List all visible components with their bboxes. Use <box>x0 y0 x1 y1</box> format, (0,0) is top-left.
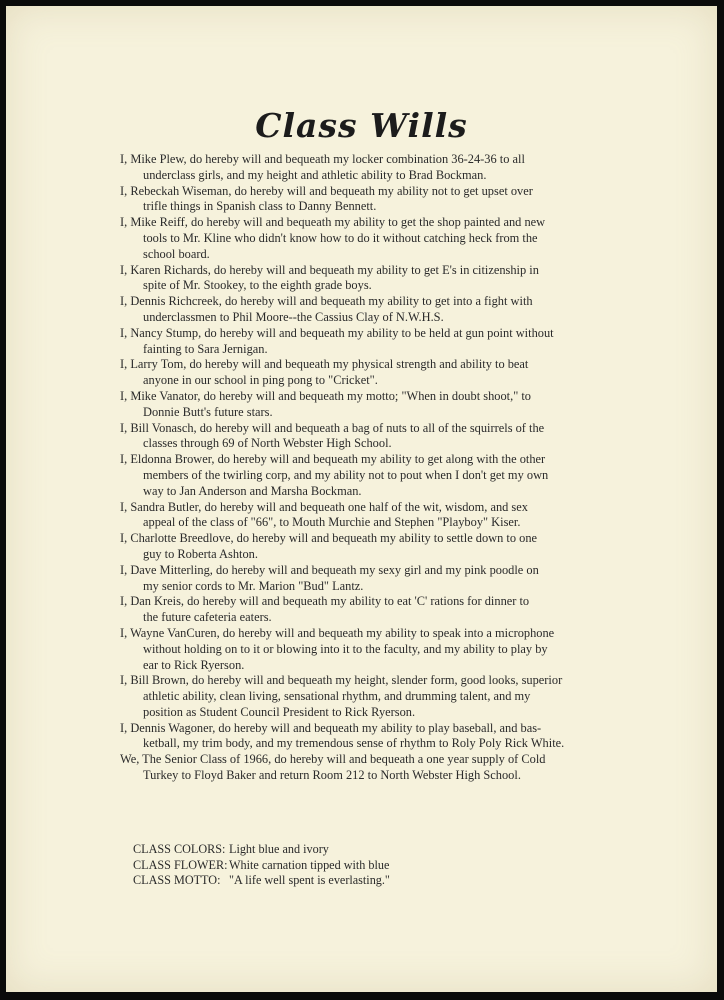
will-entry <box>120 152 620 184</box>
will-line: classes through 69 of North Webster High School. <box>143 436 392 451</box>
will-entry <box>120 263 620 295</box>
class-info-row <box>133 842 390 858</box>
will-line: school board. <box>143 246 210 261</box>
will-line: my senior cords to Mr. Marion "Bud" Lantz. <box>143 578 364 593</box>
will-line: I, Charlotte Breedlove, do hereby will and bequeath my ability to settle down to one <box>120 531 538 546</box>
will-line: I, Dennis Richcreek, do hereby will and bequeath my ability to get into a fight with <box>120 294 533 309</box>
will-entry <box>120 294 620 326</box>
class-info-label: CLASS MOTTO: <box>133 873 221 887</box>
page-title: Class Wills <box>255 106 468 145</box>
will-line: anyone in our school in ping pong to "Cricket". <box>143 373 378 388</box>
will-line: I, Dan Kreis, do hereby will and bequeath my ability to eat 'C' rations for dinner to <box>120 594 530 609</box>
will-line: I, Mike Reiff, do hereby will and bequeath my ability to get the shop painted and new <box>120 215 546 230</box>
will-line: trifle things in Spanish class to Danny Bennett. <box>143 199 377 214</box>
will-line: I, Larry Tom, do hereby will and bequeath my physical strength and ability to beat <box>120 357 529 372</box>
will-line: spite of Mr. Stookey, to the eighth grade boys. <box>143 278 372 293</box>
will-line: I, Rebeckah Wiseman, do hereby will and bequeath my ability not to get upset over <box>120 183 533 198</box>
will-line: athletic ability, clean living, sensational rhythm, and drumming talent, and my <box>143 689 531 704</box>
will-line: fainting to Sara Jernigan. <box>143 341 268 356</box>
class-info-label: CLASS FLOWER: <box>133 857 228 872</box>
will-line: ear to Rick Ryerson. <box>143 657 245 672</box>
class-info-value: "A life well spent is everlasting." <box>229 873 390 887</box>
will-line: I, Mike Plew, do hereby will and bequeath my locker combination 36-24-36 to all <box>120 152 525 166</box>
will-line: I, Sandra Butler, do hereby will and bequeath one half of the wit, wisdom, and sex <box>120 499 528 514</box>
class-info-row <box>133 858 390 874</box>
will-line: guy to Roberta Ashton. <box>143 546 258 561</box>
will-line: I, Karen Richards, do hereby will and bequeath my ability to get E's in citizenship in <box>120 262 539 277</box>
will-line: I, Eldonna Brower, do hereby will and bequeath my ability to get along with the other <box>120 452 546 467</box>
will-entry <box>120 752 620 784</box>
class-info-value: Light blue and ivory <box>229 842 329 856</box>
will-entry <box>120 357 620 389</box>
will-entry <box>120 184 620 216</box>
class-info <box>133 842 390 889</box>
will-line: We, The Senior Class of 1966, do hereby will and bequeath a one year supply of Cold <box>120 752 546 767</box>
will-line: I, Wayne VanCuren, do hereby will and bequeath my ability to speak into a microphone <box>120 625 555 640</box>
will-entry <box>120 563 620 595</box>
yearbook-page <box>6 6 717 992</box>
will-entry <box>120 500 620 532</box>
will-line: Donnie Butt's future stars. <box>143 404 273 419</box>
will-entry <box>120 326 620 358</box>
wills-list <box>120 152 620 784</box>
will-line: I, Dave Mitterling, do hereby will and bequeath my sexy girl and my pink poodle on <box>120 562 539 577</box>
will-entry <box>120 594 620 626</box>
will-entry <box>120 721 620 753</box>
will-entry <box>120 531 620 563</box>
will-line: I, Bill Brown, do hereby will and bequeath my height, slender form, good looks, superior <box>120 673 563 688</box>
class-info-row <box>133 873 390 889</box>
will-line: appeal of the class of "66", to Mouth Murchie and Stephen "Playboy" Kiser. <box>143 515 521 530</box>
will-line: underclassmen to Phil Moore--the Cassius Clay of N.W.H.S. <box>143 309 444 324</box>
will-line: underclass girls, and my height and athletic ability to Brad Bockman. <box>143 167 487 182</box>
will-line: way to Jan Anderson and Marsha Bockman. <box>143 483 362 498</box>
class-info-value: White carnation tipped with blue <box>229 857 390 872</box>
will-line: I, Bill Vonasch, do hereby will and bequeath a bag of nuts to all of the squirrels of the <box>120 420 545 435</box>
will-line: I, Nancy Stump, do hereby will and bequeath my ability to be held at gun point without <box>120 325 554 340</box>
will-line: I, Mike Vanator, do hereby will and bequeath my motto; "When in doubt shoot," to <box>120 388 531 403</box>
will-entry <box>120 452 620 499</box>
will-entry <box>120 421 620 453</box>
class-info-label: CLASS COLORS: <box>133 842 226 856</box>
will-line: I, Dennis Wagoner, do hereby will and bequeath my ability to play baseball, and bas- <box>120 720 542 735</box>
will-entry <box>120 673 620 720</box>
will-line: without holding on to it or blowing into it to the faculty, and my ability to play by <box>143 641 548 656</box>
will-entry <box>120 215 620 262</box>
will-line: ketball, my trim body, and my tremendous sense of rhythm to Roly Poly Rick White. <box>143 736 565 751</box>
will-line: members of the twirling corp, and my ability not to pout when I don't get my own <box>143 467 549 482</box>
will-line: Turkey to Floyd Baker and return Room 212 to North Webster High School. <box>143 768 521 783</box>
will-entry <box>120 389 620 421</box>
will-line: position as Student Council President to Rick Ryerson. <box>143 704 416 719</box>
will-entry <box>120 626 620 673</box>
will-line: the future cafeteria eaters. <box>143 610 272 625</box>
will-line: tools to Mr. Kline who didn't know how to do it without catching heck from the <box>143 230 538 245</box>
